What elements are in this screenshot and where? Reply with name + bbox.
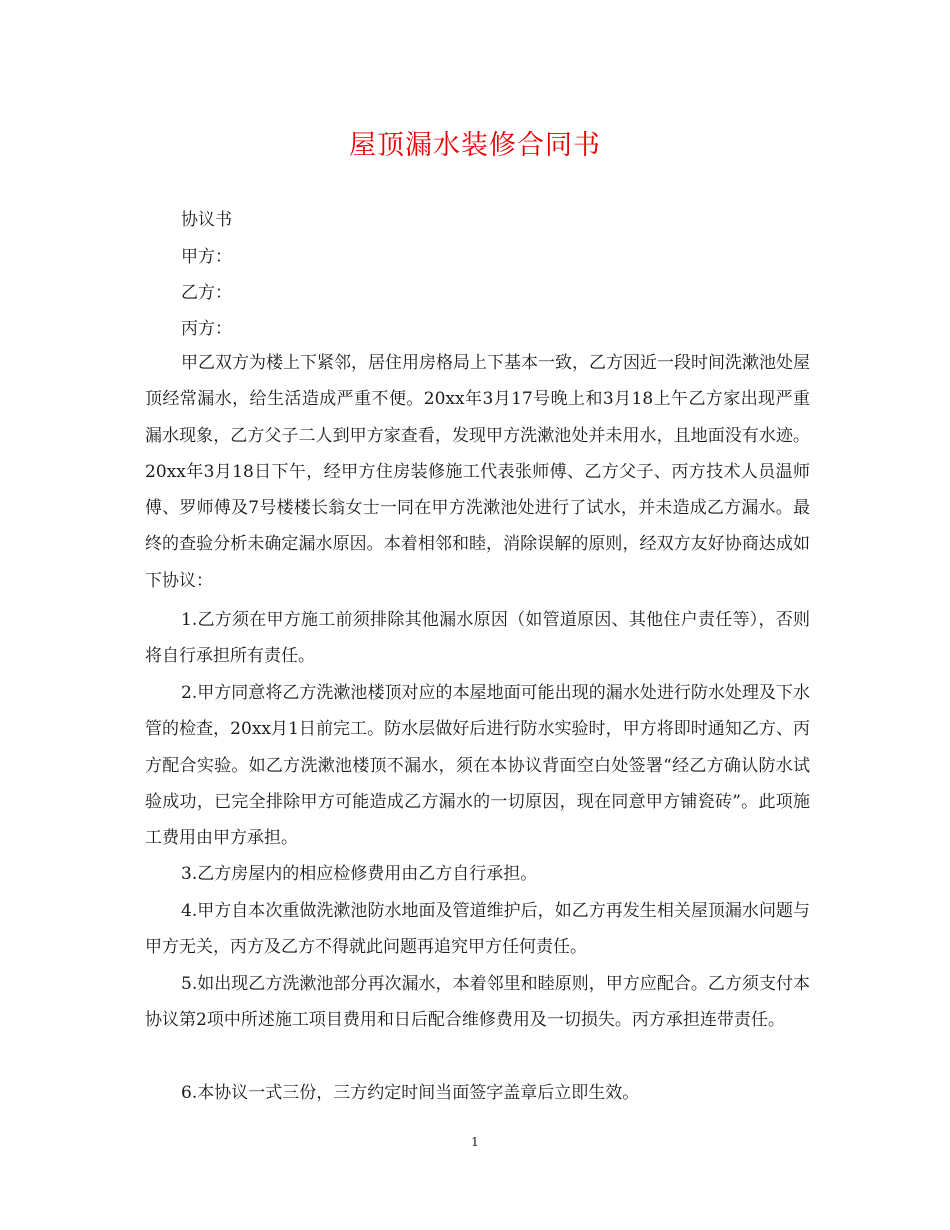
clause-5: 5.如出现乙方洗漱池部分再次漏水，本着邻里和睦原则，甲方应配合。乙方须支付本协议第2项中所述施工项目费用和日后配合维修费用及一切损失。丙方承担连带责任。 (145, 974, 810, 1031)
intro-paragraph: 甲乙双方为楼上下紧邻，居住用房格局上下基本一致，乙方因近一段时间洗漱池处屋顶经常漏水，给生活造成严重不便。20xx年3月17号晚上和3月18上午乙方家出现严重漏水现象，乙方父子二人到甲方家查看，发现甲方洗漱池处并未用水，且地面没有水迹。20xx年3月18日下午，经甲方住房装修施工代表张师傅、乙方父子、丙方技术人员温师傅、罗师傅及7号楼楼长翁女士一同在甲方洗漱池处进行了试水，并未造成乙方漏水。最终的查验分析未确定漏水原因。本着相邻和睦，消除误解的原则，经双方友好协商达成如下协议： (145, 353, 810, 591)
clause-1: 1.乙方须在甲方施工前须排除其他漏水原因（如管道原因、其他住户责任等），否则将自行承担所有责任。 (145, 610, 810, 667)
agreement-label: 协议书 (181, 210, 232, 230)
party-a-label: 甲方： (181, 247, 232, 267)
clause-2: 2.甲方同意将乙方洗漱池楼顶对应的本屋地面可能出现的漏水处进行防水处理及下水管的检查，20xx月1日前完工。防水层做好后进行防水实验时，甲方将即时通知乙方、丙方配合实验。如乙方洗漱池楼顶不漏水，须在本协议背面空白处签署“经乙方确认防水试验成功，已完全排除甲方可能造成乙方漏水的一切原因，现在同意甲方铺瓷砖”。此项施工费用由甲方承担。 (145, 683, 810, 849)
clause-4: 4.甲方自本次重做洗漱池防水地面及管道维护后，如乙方再发生相关屋顶漏水问题与甲方无关，丙方及乙方不得就此问题再追究甲方任何责任。 (145, 901, 810, 958)
party-c-label: 丙方： (181, 319, 232, 339)
page-number: 1 (471, 1135, 479, 1149)
document-title: 屋顶漏水装修合同书 (349, 130, 601, 161)
party-b-label: 乙方： (181, 283, 232, 303)
clause-6: 6.本协议一式三份，三方约定时间当面签字盖章后立即生效。 (181, 1083, 640, 1103)
clause-3: 3.乙方房屋内的相应检修费用由乙方自行承担。 (181, 864, 538, 884)
